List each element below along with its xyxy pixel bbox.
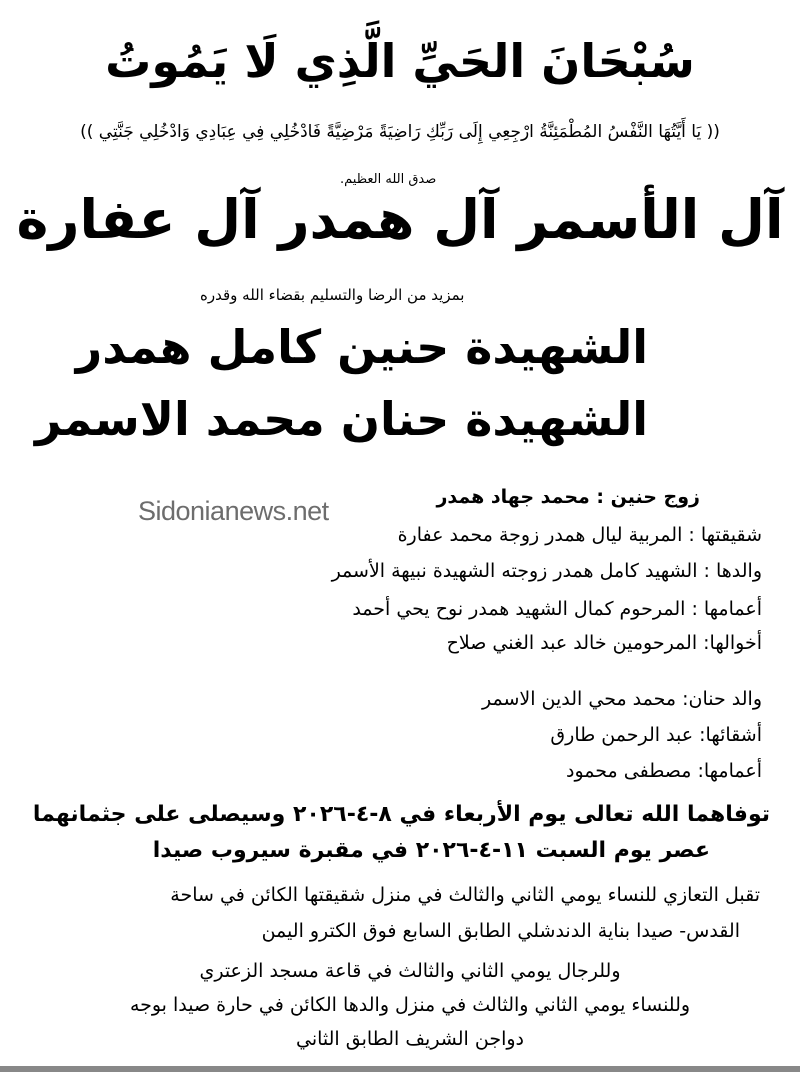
sadaqa-text: صدق الله العظيم.	[340, 172, 437, 187]
bottom-border	[0, 1066, 800, 1072]
condolence-line: دواجن الشريف الطابق الثاني	[296, 1028, 524, 1050]
quran-verse: (( يَا أَيَّتُهَا النَّفْسُ المُطْمَئِنَّةُ ارْجِعِي إِلَى رَبِّكِ رَاضِيَةً مَرْضِيَّةً فَادْخُلِي فِي عِبَادِي وَادْخُلِي جَنَّتِي ))	[80, 122, 720, 142]
relative-line: أعمامها : المرحوم كمال الشهيد همدر نوح يحي أحمد	[352, 598, 762, 620]
death-notice-line: توفاهما الله تعالى يوم الأربعاء في ٨-٤-٢٠٢٦ وسيصلى على جثمانهما	[32, 802, 770, 827]
death-notice-line: عصر يوم السبت ١١-٤-٢٠٢٦ في مقبرة سيروب صيدا	[152, 838, 710, 863]
relative-line: أعمامها: مصطفى محمود	[566, 760, 762, 782]
condolence-line: وللرجال يومي الثاني والثالث في قاعة مسجد الزعتري	[199, 960, 621, 982]
family-names: آل الأسمر آل همدر آل عفارة	[16, 188, 784, 251]
martyr-name-1: الشهيدة حنين كامل همدر	[75, 320, 648, 374]
intro-text: بمزيد من الرضا والتسليم بقضاء الله وقدره	[200, 286, 465, 304]
relative-line: أخوالها: المرحومين خالد عبد الغني صلاح	[446, 632, 762, 654]
martyr-name-2: الشهيدة حنان محمد الاسمر	[35, 392, 648, 446]
condolence-line: تقبل التعازي للنساء يومي الثاني والثالث في منزل شقيقتها الكائن في ساحة	[170, 884, 760, 906]
relative-line: أشقائها: عبد الرحمن طارق	[550, 724, 762, 746]
watermark-text: Sidonianews.net	[138, 496, 329, 526]
condolence-line: القدس- صيدا بناية الدندشلي الطابق السابع فوق الكترو اليمن	[261, 920, 740, 942]
relative-line: زوج حنين : محمد جهاد همدر	[436, 486, 700, 508]
relative-line: والدها : الشهيد كامل همدر زوجته الشهيدة نبيهة الأسمر	[331, 560, 762, 582]
header-title: سُبْحَانَ الحَيِّ الَّذِي لَا يَمُوتُ	[105, 34, 695, 88]
relative-line: شقيقتها : المربية ليال همدر زوجة محمد عفارة	[397, 524, 762, 546]
relative-line: والد حنان: محمد محي الدين الاسمر	[481, 688, 762, 710]
condolence-line: وللنساء يومي الثاني والثالث في منزل والدها الكائن في حارة صيدا بوجه	[129, 994, 691, 1016]
